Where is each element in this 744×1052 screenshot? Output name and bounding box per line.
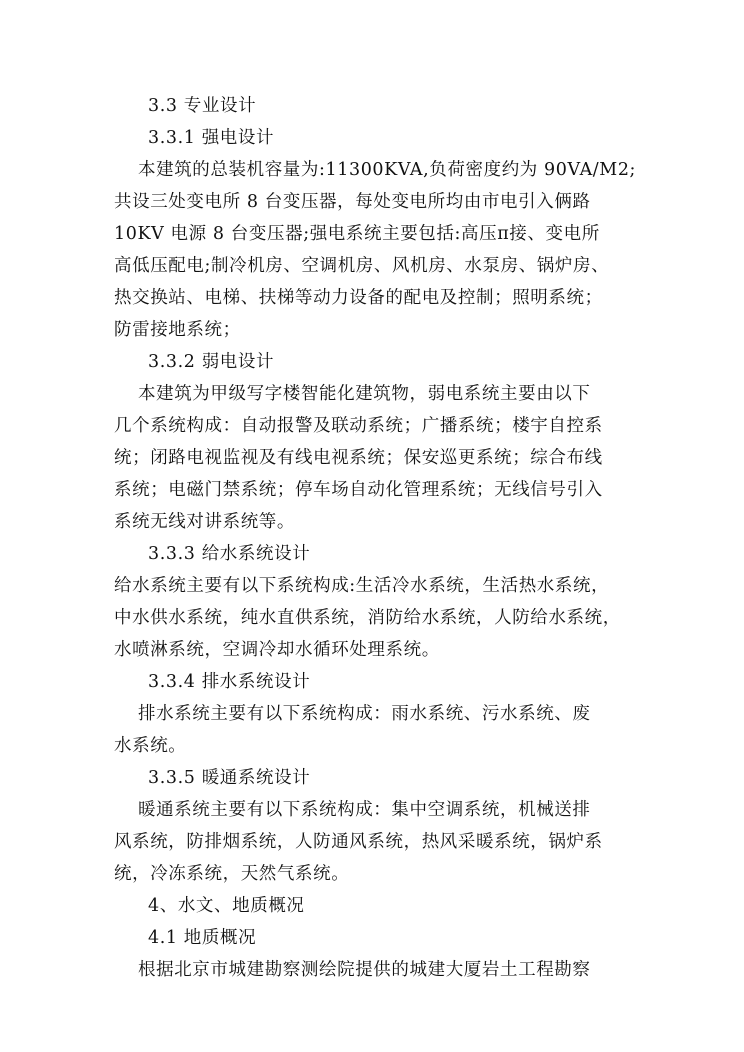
paragraph-line: 统；闭路电视监视及有线电视系统；保安巡更系统；综合布线 [114, 448, 603, 468]
heading-3-3-4: 3.3.4 排水系统设计 [148, 672, 311, 692]
paragraph-line: 热交换站、电梯、扶梯等动力设备的配电及控制；照明系统； [114, 288, 603, 308]
paragraph-line: 排水系统主要有以下系统构成：雨水系统、污水系统、废 [138, 704, 591, 724]
heading-3-3-5: 3.3.5 暖通系统设计 [148, 768, 311, 788]
paragraph-line: 统，冷冻系统，天然气系统。 [114, 864, 350, 884]
paragraph-line: 10KV 电源 8 台变压器;强电系统主要包括:高压π接、变电所 [114, 224, 600, 244]
paragraph-line: 防雷接地系统； [114, 320, 241, 340]
paragraph-line: 高低压配电;制冷机房、空调机房、风机房、水泵房、锅炉房、 [114, 256, 610, 276]
paragraph-line: 暖通系统主要有以下系统构成：集中空调系统，机械送排 [138, 800, 591, 820]
paragraph-line: 系统无线对讲系统等。 [114, 512, 295, 532]
heading-3-3-1: 3.3.1 强电设计 [148, 128, 275, 148]
paragraph-line: 本建筑的总装机容量为:11300KVA,负荷密度约为 90VA/M2; [138, 160, 637, 180]
heading-3-3: 3.3 专业设计 [148, 96, 257, 116]
heading-4: 4、水文、地质概况 [148, 896, 305, 916]
paragraph-line: 中水供水系统，纯水直供系统，消防给水系统，人防给水系统， [114, 608, 621, 628]
paragraph-line: 几个系统构成：自动报警及联动系统；广播系统；楼宇自控系 [114, 416, 603, 436]
heading-3-3-2: 3.3.2 弱电设计 [148, 352, 275, 372]
paragraph-line: 共设三处变电所 8 台变压器，每处变电所均由市电引入俩路 [114, 192, 591, 212]
paragraph-line: 风系统，防排烟系统，人防通风系统，热风采暖系统，锅炉系 [114, 832, 603, 852]
paragraph-line: 本建筑为甲级写字楼智能化建筑物，弱电系统主要由以下 [138, 384, 591, 404]
heading-4-1: 4.1 地质概况 [148, 928, 257, 948]
paragraph-line: 根据北京市城建勘察测绘院提供的城建大厦岩土工程勘察 [138, 960, 591, 980]
paragraph-line: 水系统。 [114, 736, 187, 756]
heading-3-3-3: 3.3.3 给水系统设计 [148, 544, 311, 564]
paragraph-line: 给水系统主要有以下系统构成:生活冷水系统，生活热水系统， [114, 576, 610, 596]
paragraph-line: 系统；电磁门禁系统；停车场自动化管理系统；无线信号引入 [114, 480, 603, 500]
paragraph-line: 水喷淋系统，空调冷却水循环处理系统。 [114, 640, 440, 660]
